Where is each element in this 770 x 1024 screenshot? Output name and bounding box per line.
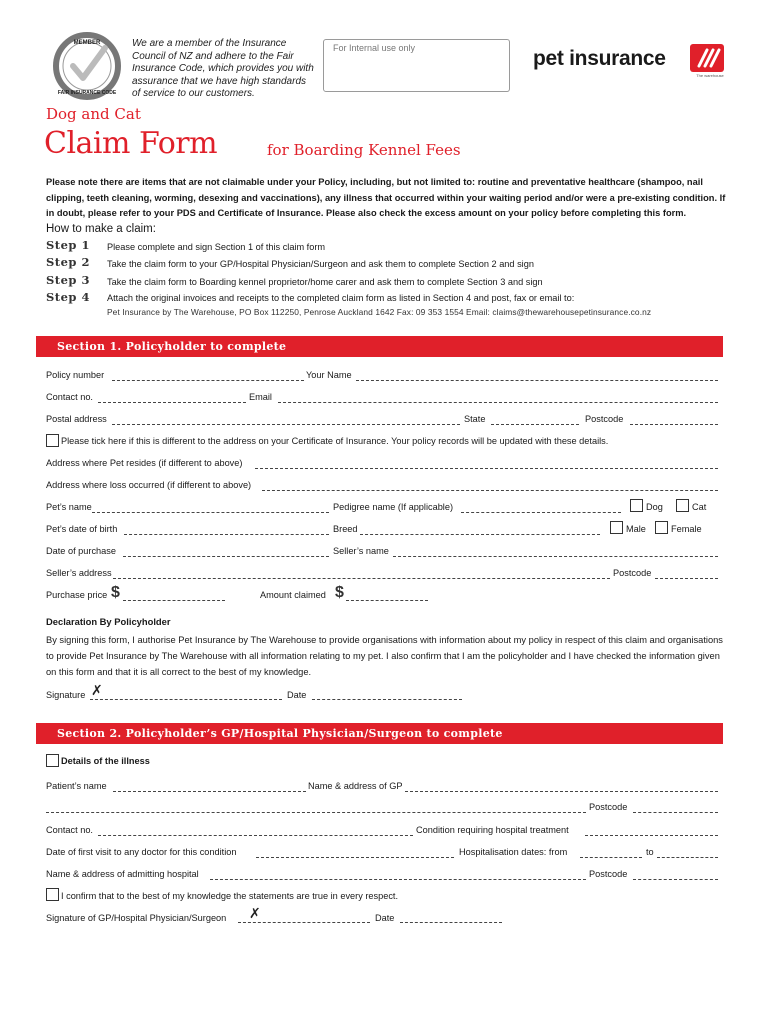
- seal-ring-text: FAIR INSURANCE CODE: [57, 90, 117, 96]
- signature-label: Signature: [46, 690, 86, 700]
- step-4-text: Attach the original invoices and receipts to the completed claim form as listed in Section 4 and post, fax or email to:: [107, 293, 575, 303]
- gp-contact-no-field[interactable]: [98, 835, 413, 836]
- signature-mark-icon: ✗: [91, 682, 103, 698]
- internal-use-box: [323, 39, 510, 92]
- pets-dob-field[interactable]: [124, 534, 329, 535]
- sellers-postcode-label: Postcode: [613, 568, 652, 578]
- page-subtitle: for Boarding Kennel Fees: [267, 141, 461, 159]
- pets-dob-label: Pet’s date of birth: [46, 524, 118, 534]
- step-2-label: Step 2: [46, 255, 90, 269]
- step-3-text: Take the claim form to Boarding kennel proprietor/home carer and ask them to complete Section 3 and sign: [107, 277, 543, 287]
- confirm-checkbox[interactable]: [46, 888, 59, 901]
- amount-claimed-label: Amount claimed: [260, 590, 326, 600]
- intro-notice: Please note there are items that are not claimable under your Policy, including, but not limited to: routine and preventative healthcare (shampoo, nail clipping, teeth cleaning, worming, desexing and vaccinations), any illness that occurred within your waiting period and/or were a pre-existing condition. If in doubt, please refer to your PDS and Certificate of Insurance. Please also check the excess amount on your policy before completing this form.: [46, 177, 726, 218]
- pedigree-name-field[interactable]: [461, 512, 621, 513]
- gp-signature-label: Signature of GP/Hospital Physician/Surgeon: [46, 913, 227, 923]
- admitting-hospital-label: Name & address of admitting hospital: [46, 869, 199, 879]
- step-1-label: Step 1: [46, 238, 90, 252]
- section-2-title: Section 2. Policyholder’s GP/Hospital Physician/Surgeon to complete: [57, 727, 503, 740]
- date-of-purchase-field[interactable]: [123, 556, 329, 557]
- postcode-field[interactable]: [630, 424, 718, 425]
- different-address-label: Please tick here if this is different to the address on your Certificate of Insurance. Your policy records will be updated with these details.: [61, 436, 609, 446]
- details-illness-checkbox[interactable]: [46, 754, 59, 767]
- breed-label: Breed: [333, 524, 358, 534]
- brand-name: pet insurance: [533, 47, 666, 70]
- sellers-address-label: Seller’s address: [46, 568, 112, 578]
- internal-use-label: For Internal use only: [333, 43, 416, 53]
- gp-contact-no-label: Contact no.: [46, 825, 93, 835]
- pedigree-name-label: Pedigree name (If applicable): [333, 502, 454, 512]
- member-statement: We are a member of the Insurance Council of NZ and adhere to the Fair Insurance Code, which provides you with assurance that we have high standards of service to our customers.: [132, 38, 314, 99]
- name-address-gp-label: Name & address of GP: [308, 781, 403, 791]
- gp-postcode-label: Postcode: [589, 802, 628, 812]
- section-1-title: Section 1. Policyholder to complete: [57, 340, 287, 353]
- step-2-text: Take the claim form to your GP/Hospital Physician/Surgeon and ask them to complete Section 2 and sign: [107, 259, 534, 269]
- contact-no-field[interactable]: [98, 402, 246, 403]
- state-label: State: [464, 414, 486, 424]
- page-title: Claim Form: [44, 126, 218, 161]
- contact-no-label: Contact no.: [46, 392, 93, 402]
- gp-address-field[interactable]: [46, 812, 586, 813]
- declaration-title: Declaration By Policyholder: [46, 616, 171, 627]
- step-1-text: Please complete and sign Section 1 of this claim form: [107, 242, 326, 252]
- sellers-postcode-field[interactable]: [655, 578, 718, 579]
- dog-label: Dog: [646, 502, 663, 512]
- purchase-price-currency: $: [111, 584, 120, 601]
- signature-field[interactable]: [90, 699, 282, 700]
- condition-field[interactable]: [585, 835, 718, 836]
- male-checkbox[interactable]: [610, 521, 623, 534]
- pet-resides-label: Address where Pet resides (if different to above): [46, 458, 243, 468]
- male-label: Male: [626, 524, 646, 534]
- step-4-label: Step 4: [46, 290, 90, 304]
- postcode-label: Postcode: [585, 414, 624, 424]
- your-name-field[interactable]: [356, 380, 718, 381]
- sellers-name-field[interactable]: [393, 556, 718, 557]
- first-visit-label: Date of first visit to any doctor for this condition: [46, 847, 237, 857]
- claims-contact-details: Pet Insurance by The Warehouse, PO Box 112250, Penrose Auckland 1642 Fax: 09 353 1554 Email: claims@thewarehousepetinsurance.co.nz: [107, 307, 652, 317]
- condition-label: Condition requiring hospital treatment: [416, 825, 569, 835]
- hospitalisation-from-label: Hospitalisation dates: from: [459, 847, 568, 857]
- date-of-purchase-label: Date of purchase: [46, 546, 116, 556]
- section-1-header: [36, 336, 723, 357]
- pet-resides-field[interactable]: [255, 468, 718, 469]
- purchase-price-field[interactable]: [123, 600, 225, 601]
- patients-name-field[interactable]: [113, 791, 306, 792]
- signature-date-field[interactable]: [312, 699, 462, 700]
- hospitalisation-to-field[interactable]: [657, 857, 718, 858]
- hospital-postcode-label: Postcode: [589, 869, 628, 879]
- step-3-label: Step 3: [46, 273, 90, 287]
- name-address-gp-field[interactable]: [405, 791, 718, 792]
- gp-date-field[interactable]: [400, 922, 502, 923]
- email-label: Email: [249, 392, 272, 402]
- cat-checkbox[interactable]: [676, 499, 689, 512]
- gp-postcode-field[interactable]: [633, 812, 718, 813]
- policy-number-field[interactable]: [112, 380, 304, 381]
- female-checkbox[interactable]: [655, 521, 668, 534]
- female-label: Female: [671, 524, 702, 534]
- form-kicker: Dog and Cat: [46, 105, 141, 123]
- sellers-name-label: Seller’s name: [333, 546, 389, 556]
- email-field[interactable]: [278, 402, 718, 403]
- amount-claimed-field[interactable]: [346, 600, 428, 601]
- brand-subtitle: The warehouse: [696, 73, 724, 78]
- sellers-address-field[interactable]: [113, 578, 610, 579]
- brand-logo-icon: [690, 44, 724, 72]
- loss-occurred-field[interactable]: [262, 490, 718, 491]
- purchase-price-label: Purchase price: [46, 590, 108, 600]
- postal-address-field[interactable]: [112, 424, 460, 425]
- loss-occurred-label: Address where loss occurred (if different to above): [46, 480, 252, 490]
- policy-number-label: Policy number: [46, 370, 105, 380]
- how-to-heading: How to make a claim:: [46, 223, 156, 235]
- cat-label: Cat: [692, 502, 707, 512]
- your-name-label: Your Name: [306, 370, 352, 380]
- hospital-postcode-field[interactable]: [633, 879, 718, 880]
- amount-claimed-currency: $: [335, 584, 344, 601]
- confirm-label: I confirm that to the best of my knowledge the statements are true in every respect.: [61, 891, 399, 901]
- patients-name-label: Patient’s name: [46, 781, 107, 791]
- pets-name-field[interactable]: [92, 512, 329, 513]
- declaration-text: By signing this form, I authorise Pet Insurance by The Warehouse to provide organisations with information about my policy in respect of this claim and organisations to provide Pet Insurance by The Warehouse with all information relating to my pet. I also confirm that I am the policyholder and I have checked the information given on this form and that it is all correct to the best of my knowledge.: [46, 635, 723, 678]
- hospitalisation-to-label: to: [646, 847, 654, 857]
- state-field[interactable]: [491, 424, 579, 425]
- pets-name-label: Pet’s name: [46, 502, 92, 512]
- dog-checkbox[interactable]: [630, 499, 643, 512]
- signature-date-label: Date: [287, 690, 307, 700]
- first-visit-field[interactable]: [256, 857, 454, 858]
- details-illness-label: Details of the illness: [61, 756, 150, 766]
- breed-field[interactable]: [360, 534, 600, 535]
- postal-address-label: Postal address: [46, 414, 107, 424]
- hospitalisation-from-field[interactable]: [580, 857, 642, 858]
- section-2-header: [36, 723, 723, 744]
- gp-date-label: Date: [375, 913, 395, 923]
- gp-signature-mark-icon: ✗: [249, 905, 261, 921]
- fair-insurance-code-seal: [53, 32, 121, 100]
- different-address-checkbox[interactable]: [46, 434, 59, 447]
- gp-signature-field[interactable]: [238, 922, 370, 923]
- seal-top-text: MEMBER: [73, 40, 101, 46]
- admitting-hospital-field[interactable]: [210, 879, 586, 880]
